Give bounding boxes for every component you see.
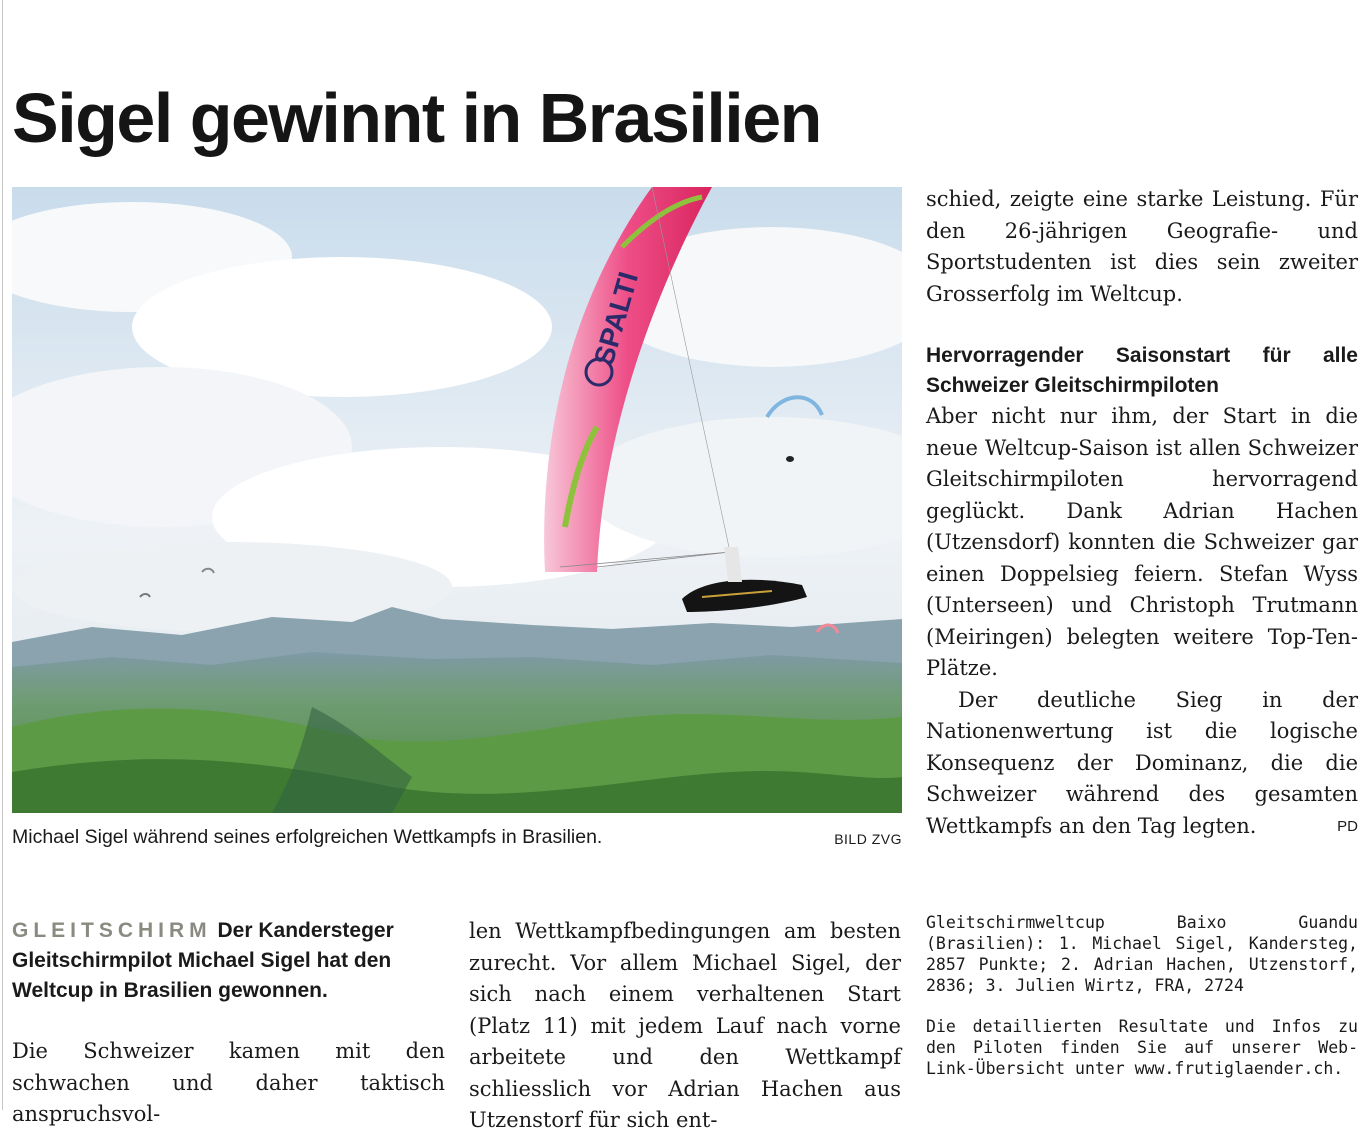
paragraph-1: schied, zeigte eine starke Leistung. Für den 26-jährigen Geografie- und Sportstudenten ist dies sein zweiter Grosserfolg im Weltcup. [926, 187, 1358, 306]
paragraph-3: Der deutliche Sieg in der Nationenwertung ist die logische Konsequenz der Dominanz, die die Schweizer während des gesamten Wettkampfs an den Tag legten. PD [926, 685, 1358, 843]
info-text: Die detaillierten Resultate und Infos zu den Piloten finden Sie auf unserer Web-Link-Übersicht unter www.frutiglaender.ch. [926, 1017, 1358, 1078]
lead-paragraph [12, 916, 445, 1006]
author-initials: PD [1337, 817, 1358, 835]
bottom-column-3 [926, 912, 1358, 1079]
paragraph-2: Aber nicht nur ihm, der Start in die neue Weltcup-Saison ist allen Schweizer Gleitschirmpiloten hervorragend geglückt. Dank Adrian Hachen (Utzensdorf) konnten die Schweizer gar einen Doppelsieg feiern. Stefan Wyss (Unterseen) und Christoph Trutmann (Meiringen) belegten weitere Top-Ten-Plätze. [926, 404, 1358, 680]
kicker-label: GLEITSCHIRM [12, 919, 212, 942]
lead-text: Der Kandersteger Gleitschirmpilot Michael Sigel hat den Weltcup in Brasilien gewonnen. [12, 919, 394, 1002]
wing-brand-text: SPALTI [587, 268, 645, 369]
photo-credit: BILD ZVG [834, 831, 902, 847]
right-column-top [926, 184, 1358, 842]
bottom-column-2 [469, 916, 901, 1137]
page-edge-line [2, 0, 3, 1110]
bottom-column-1 [12, 916, 445, 1131]
results-text: Gleitschirmweltcup Baixo Guandu (Brasilien): 1. Michael Sigel, Kandersteg, 2857 Punkte; 2. Adrian Hachen, Utzenstorf, 2836; 3. Julien Wirtz, FRA, 2724 [926, 913, 1358, 995]
photo-caption: Michael Sigel während seines erfolgreichen Wettkampfs in Brasilien. [12, 826, 603, 848]
headline: Sigel gewinnt in Brasilien [12, 79, 821, 157]
photo-caption-line [12, 826, 902, 850]
article-photo [12, 187, 902, 813]
body-paragraph-start: Die Schweizer kamen mit den schwachen und daher taktisch anspruchsvol- [12, 1039, 445, 1126]
body-paragraph-continued: len Wettkampfbedingungen am besten zurecht. Vor allem Michael Sigel, der sich nach einem verhaltenen Start (Platz 11) mit jedem Lauf nach vorne arbeitete und den Wettkampf schliesslich vor Adrian Hachen aus Utzenstorf für sich ent- [469, 919, 901, 1132]
subheading: Hervorragender Saisonstart für alle Schweizer Gleitschirmpiloten [926, 344, 1358, 397]
